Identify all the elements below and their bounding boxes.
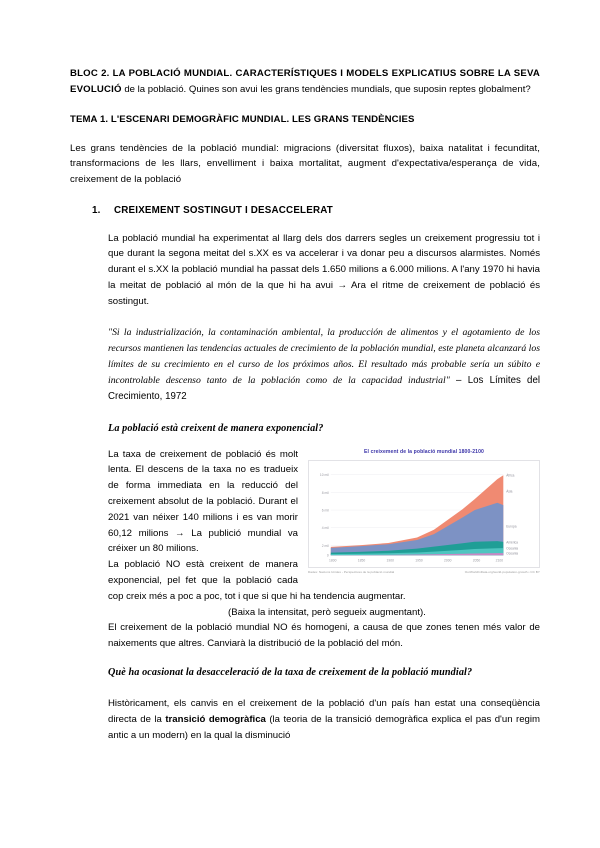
svg-text:Europa: Europa bbox=[506, 524, 517, 529]
chart-plot-frame bbox=[308, 460, 540, 568]
section-1-paragraph-1: La població mundial ha experimentat al llarg dels dos darrers segles un creixement progressiu tot i que durant la segona meitat del s.XX es va accelerar i va donar peu a discursos alarmistes. Només durant el s.XX la població mundial ha passat dels 1.650 milions a 6.000 milions. A l'any 1970 hi havia la meitat de població al món de la que hi ha avui → Ara el ritme de creixement de població és sostingut. bbox=[108, 232, 540, 307]
svg-text:2050: 2050 bbox=[472, 558, 481, 563]
svg-text:Àfrica: Àfrica bbox=[506, 473, 515, 478]
section-1-after-chart bbox=[70, 605, 540, 744]
chart-svg bbox=[309, 461, 539, 567]
svg-text:Àsia: Àsia bbox=[506, 489, 513, 493]
section-1-heading bbox=[70, 205, 540, 216]
header-rest: de la població. Quines son avui les grans tendències mundials, que suposin reptes globalment? bbox=[121, 84, 531, 96]
after-chart-paragraph-2: El creixement de la població mundial NO és homogeni, a causa de que zones tenen més valor de naixements que altres. Canviarà la distribució de la població del món. bbox=[108, 622, 540, 650]
svg-text:1900: 1900 bbox=[386, 558, 395, 563]
paragraph-last-post: (la teoria de la transició demogràfica explica el pas d'un regim antic a un modern) en la qual la disminució bbox=[108, 713, 541, 741]
section-1-title: CREIXEMENT SOSTINGUT I DESACCELERAT bbox=[114, 204, 333, 216]
svg-text:4 mil: 4 mil bbox=[321, 525, 329, 530]
svg-text:0: 0 bbox=[326, 552, 329, 557]
chart-caption bbox=[308, 570, 540, 575]
header-bold-lead: BLOC 2. LA POBLACIÓ MUNDIAL. CARACTERÍSTIQUES I MODELS EXPLICATIUS SOBRE LA SEVA EVOLUCIÓ bbox=[70, 68, 540, 96]
svg-text:8 mil: 8 mil bbox=[321, 490, 329, 495]
wrap-paragraph-b: La població NO està creixent de manera exponencial, pel fet que la població cada cop creix més a poc a poc, tot i que si que hi ha tendencia augmentar. bbox=[108, 559, 406, 602]
svg-text:2100: 2100 bbox=[495, 558, 504, 563]
population-growth-chart bbox=[308, 449, 540, 575]
svg-text:Amèrica: Amèrica bbox=[506, 540, 518, 545]
quote-source: – Los Límites del Crecimiento, 1972 bbox=[108, 374, 540, 402]
intro-paragraph: Les grans tendències de la població mundial: migracions (diversitat fluxos), baixa natalitat i fecunditat, transformacions de les llars, envelliment i baixa mortalitat, augment d'expectativa/esperança de vida, creixement de la població bbox=[70, 142, 540, 185]
chart-x-tick-labels bbox=[329, 558, 503, 562]
question-1: La població està creixent de manera exponencial? bbox=[108, 422, 324, 434]
chart-caption-right: OurWorldInData.org/world-population-growth • CC BY bbox=[464, 569, 540, 574]
svg-text:Oceania: Oceania bbox=[506, 551, 519, 556]
chart-caption-left: Dades: Nacions Unides - Perspectives de la població mundial bbox=[308, 569, 395, 574]
paragraph-last-pre: Històricament, els canvis en el creixement de la població d'un país han estat una conseqüència directa de la bbox=[108, 697, 540, 725]
chart-text-wrap-region bbox=[70, 447, 540, 605]
wrap-paragraph-a: La taxa de creixement de població és molt lenta. El descens de la taxa no es tradueix de forma immediata en la reducció del creixement absolut de la població. Durant el 2021 van néixer 140 milions i es van morir 60,12 milions → La publició mundial va créixer un 80 milions. bbox=[108, 448, 298, 555]
svg-text:2 mil: 2 mil bbox=[321, 543, 329, 548]
section-1-body bbox=[70, 231, 540, 436]
svg-text:6 mil: 6 mil bbox=[321, 508, 329, 513]
chart-title: El creixement de la població mundial 1800-2100 bbox=[364, 448, 484, 455]
question-2: Què ha ocasionat la desacceleració de la taxa de creixement de la població mundial? bbox=[108, 666, 473, 678]
document-header bbox=[70, 66, 540, 99]
svg-text:Oceania: Oceania bbox=[506, 545, 519, 550]
paragraph-last-bold: transició demogràfica bbox=[165, 713, 266, 725]
svg-text:1800: 1800 bbox=[329, 558, 337, 563]
section-1-number: 1. bbox=[92, 204, 101, 216]
tema-heading: TEMA 1. L'ESCENARI DEMOGRÀFIC MUNDIAL. LES GRANS TENDÈNCIES bbox=[70, 113, 415, 125]
svg-text:10 mil: 10 mil bbox=[319, 472, 329, 477]
svg-text:1850: 1850 bbox=[357, 558, 366, 563]
quote-text: "Si la industrialización, la contaminación ambiental, la producción de alimentos y el agotamiento de los recursos mantienen las tendencias actuales de crecimiento de la población mundial, este planeta alcanzará los límites de su crecimiento en el curso de los próximos años. El resultado más probable sería un súbito e incontrolable descenso tanto de la población como de la capacidad industrial" bbox=[108, 326, 540, 386]
svg-text:1950: 1950 bbox=[415, 558, 423, 563]
paragraph-last bbox=[108, 696, 540, 743]
after-chart-paragraph-1: (Baixa la intensitat, però segueix augmentant). bbox=[228, 606, 426, 618]
quote-block bbox=[108, 325, 540, 405]
svg-text:2000: 2000 bbox=[444, 558, 452, 563]
chart-legend bbox=[506, 473, 518, 555]
chart-y-tick-labels bbox=[320, 473, 329, 557]
